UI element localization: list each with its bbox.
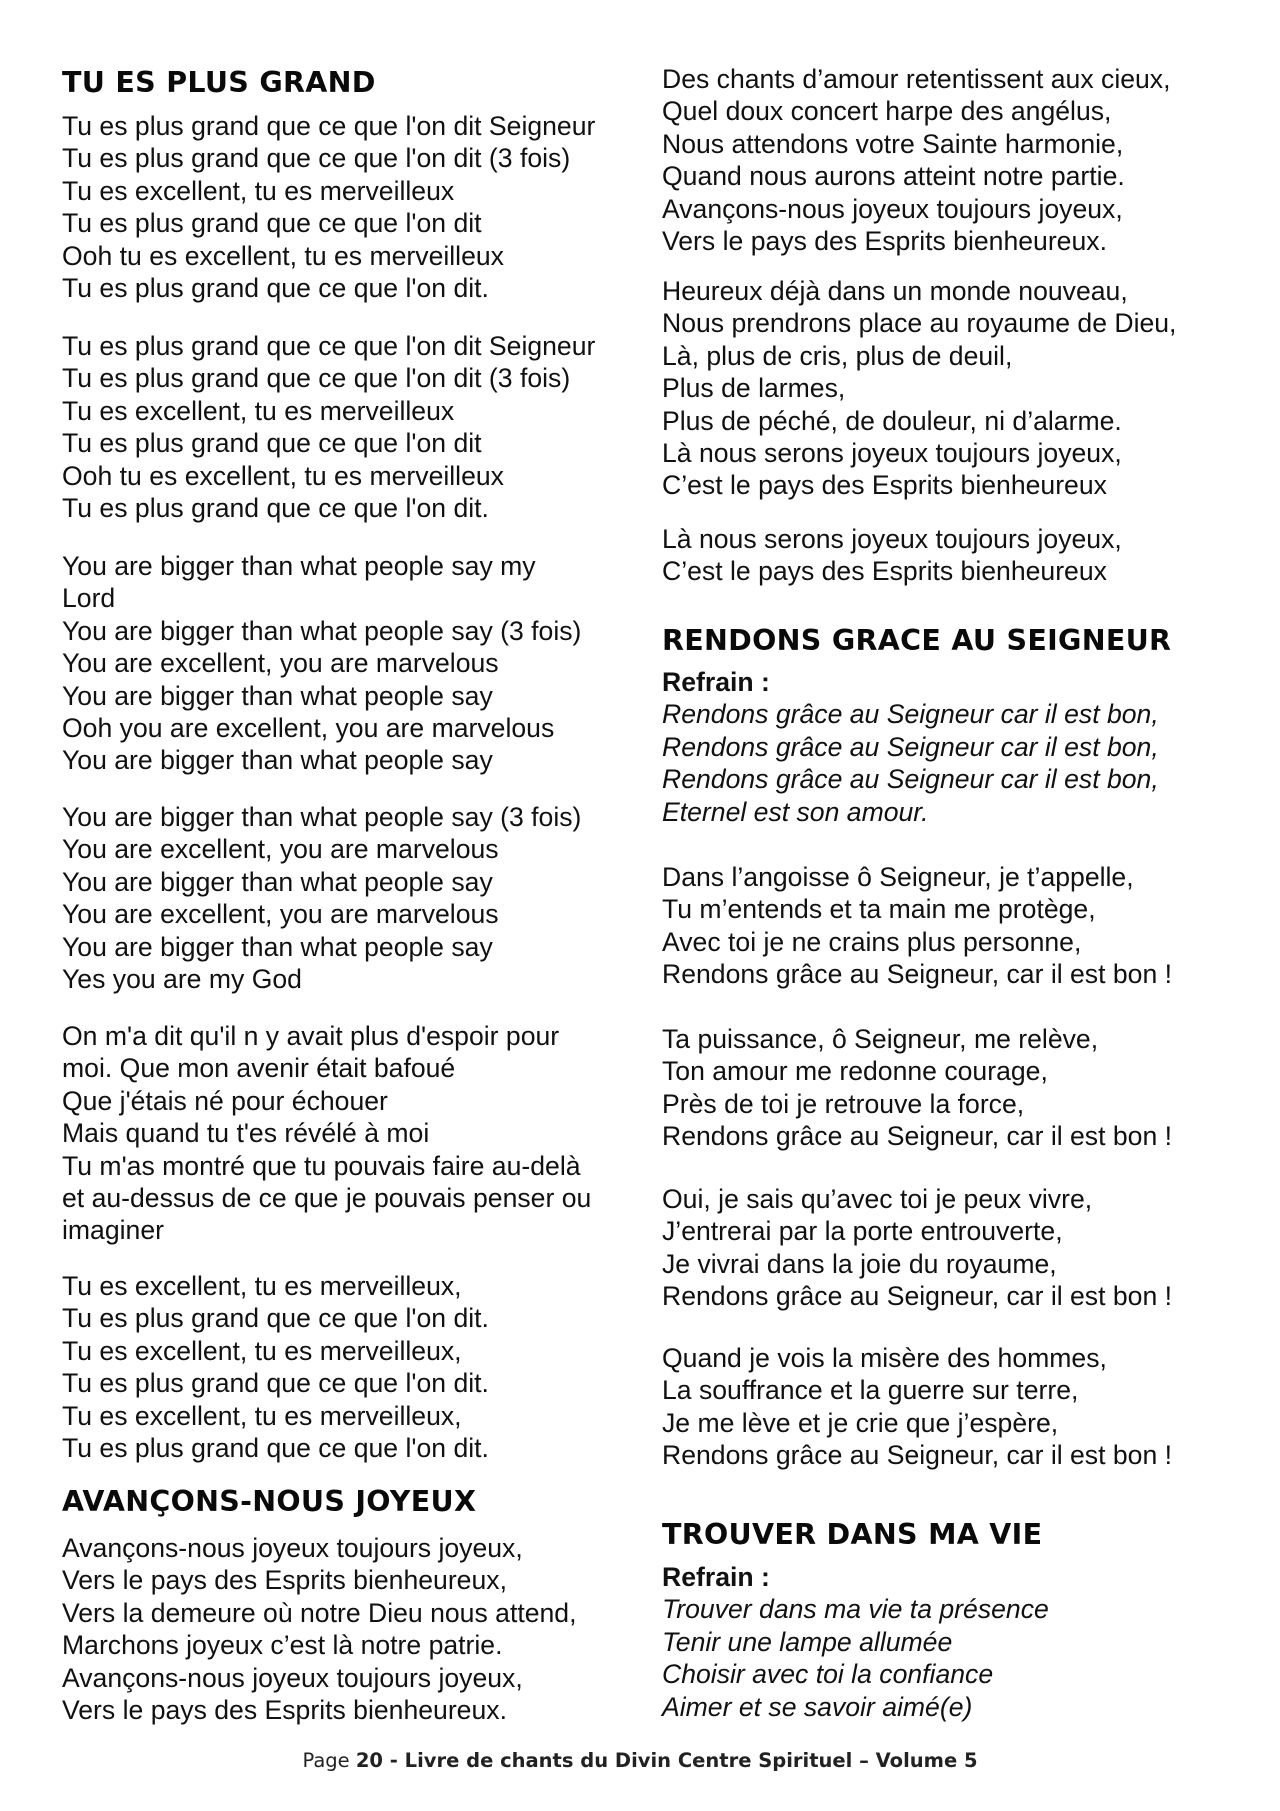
lyric-line: You are bigger than what people say bbox=[62, 745, 493, 776]
page-number: 20 bbox=[355, 1749, 383, 1772]
lyric-line: Tu es plus grand que ce que l'on dit. bbox=[62, 1433, 489, 1464]
refrain-line: Rendons grâce au Seigneur car il est bon, bbox=[662, 699, 1159, 730]
lyric-line: Près de toi je retrouve la force, bbox=[662, 1088, 1025, 1119]
lyric-line: Je me lève et je crie que j’espère, bbox=[662, 1407, 1059, 1438]
lyric-line: Heureux déjà dans un monde nouveau, bbox=[662, 276, 1128, 306]
song-title-tu-es-plus-grand: TU ES PLUS GRAND bbox=[62, 66, 376, 99]
lyric-line: Tu es plus grand que ce que l'on dit. bbox=[62, 273, 489, 304]
lyric-line: Rendons grâce au Seigneur, car il est bon ! bbox=[662, 1281, 1173, 1312]
lyric-line: Vers le pays des Esprits bienheureux, bbox=[62, 1565, 507, 1596]
page-footer bbox=[0, 1749, 1280, 1773]
song-title-rendons-grace: RENDONS GRACE AU SEIGNEUR bbox=[662, 624, 1172, 657]
stanza bbox=[62, 1270, 489, 1464]
lyric-line: Tu es plus grand que ce que l'on dit. bbox=[62, 1303, 489, 1334]
refrain-label: Refrain : bbox=[662, 667, 770, 697]
refrain-line: Rendons grâce au Seigneur car il est bon, bbox=[662, 731, 1159, 762]
stanza bbox=[62, 330, 595, 524]
lyric-line: Quand je vois la misère des hommes, bbox=[662, 1343, 1107, 1373]
refrain-line: Tenir une lampe allumée bbox=[662, 1626, 953, 1657]
lyric-line: Plus de péché, de douleur, ni d’alarme. bbox=[662, 405, 1122, 436]
lyric-line: Ooh tu es excellent, tu es merveilleux bbox=[62, 460, 504, 491]
lyric-line: You are bigger than what people say my bbox=[62, 551, 536, 581]
lyric-line: C’est le pays des Esprits bienheureux bbox=[662, 556, 1107, 587]
stanza bbox=[662, 1183, 1172, 1313]
lyric-line: You are excellent, you are marvelous bbox=[62, 834, 499, 865]
refrain bbox=[662, 1561, 1049, 1723]
lyric-line: Tu es plus grand que ce que l'on dit (3 fois) bbox=[62, 363, 571, 394]
lyric-line: Ooh tu es excellent, tu es merveilleux bbox=[62, 240, 504, 271]
footer-prefix: Page bbox=[302, 1749, 356, 1772]
refrain-line: Aimer et se savoir aimé(e) bbox=[662, 1691, 973, 1722]
lyric-line: Tu es excellent, tu es merveilleux, bbox=[62, 1335, 462, 1366]
lyric-line: Avançons-nous joyeux toujours joyeux, bbox=[62, 1533, 523, 1563]
lyric-line: Là nous serons joyeux toujours joyeux, bbox=[662, 438, 1122, 469]
lyric-line: Vers la demeure où notre Dieu nous attend, bbox=[62, 1597, 577, 1628]
lyric-line: Je vivrai dans la joie du royaume, bbox=[662, 1248, 1057, 1279]
lyric-line: Oui, je sais qu’avec toi je peux vivre, bbox=[662, 1184, 1093, 1214]
lyric-line: Tu es plus grand que ce que l'on dit bbox=[62, 428, 482, 459]
lyric-line: Tu es excellent, tu es merveilleux bbox=[62, 175, 455, 206]
lyric-line: Avançons-nous joyeux toujours joyeux, bbox=[662, 193, 1123, 224]
stanza bbox=[62, 1532, 576, 1726]
stanza bbox=[662, 63, 1171, 257]
lyric-line: et au-dessus de ce que je pouvais penser ou bbox=[62, 1183, 592, 1214]
lyric-line: Nous attendons votre Sainte harmonie, bbox=[662, 128, 1124, 159]
lyric-line: Vers le pays des Esprits bienheureux. bbox=[62, 1695, 507, 1726]
lyric-line: You are bigger than what people say (3 fois) bbox=[62, 615, 582, 646]
song-title-avancons-nous-joyeux: AVANÇONS-NOUS JOYEUX bbox=[62, 1485, 477, 1518]
lyric-line: Rendons grâce au Seigneur, car il est bon ! bbox=[662, 1440, 1173, 1471]
lyric-line: Dans l’angoisse ô Seigneur, je t’appelle, bbox=[662, 862, 1134, 892]
refrain-lines bbox=[662, 698, 1159, 828]
refrain-line: Choisir avec toi la confiance bbox=[662, 1659, 994, 1690]
lyric-line: Tu es plus grand que ce que l'on dit Seigneur bbox=[62, 331, 596, 361]
footer-title: - Livre de chants du Divin Centre Spirituel – Volume 5 bbox=[382, 1749, 978, 1772]
song-title-trouver-dans-ma-vie: TROUVER DANS MA VIE bbox=[662, 1518, 1043, 1551]
lyric-line: Tu es excellent, tu es merveilleux, bbox=[62, 1271, 462, 1301]
lyric-line: Tu es excellent, tu es merveilleux, bbox=[62, 1400, 462, 1431]
lyric-line: Là, plus de cris, plus de deuil, bbox=[662, 340, 1013, 371]
lyric-line: Ta puissance, ô Seigneur, me relève, bbox=[662, 1024, 1099, 1054]
refrain-line: Rendons grâce au Seigneur car il est bon, bbox=[662, 764, 1159, 795]
lyric-line: Ooh you are excellent, you are marvelous bbox=[62, 713, 555, 744]
lyric-line: Tu m'as montré que tu pouvais faire au-delà bbox=[62, 1150, 581, 1181]
lyric-line: Nous prendrons place au royaume de Dieu, bbox=[662, 308, 1177, 339]
lyric-line: Yes you are my God bbox=[62, 964, 302, 995]
lyric-line: Avec toi je ne crains plus personne, bbox=[662, 926, 1082, 957]
lyric-line: Tu m’entends et ta main me protège, bbox=[662, 894, 1096, 925]
stanza bbox=[662, 523, 1122, 588]
lyric-line: Lord bbox=[62, 583, 116, 614]
lyric-line: Mais quand tu t'es révélé à moi bbox=[62, 1118, 430, 1149]
lyric-line: Marchons joyeux c’est là notre patrie. bbox=[62, 1630, 503, 1661]
lyric-line: Quand nous aurons atteint notre partie. bbox=[662, 161, 1125, 192]
lyric-line: Tu es plus grand que ce que l'on dit. bbox=[62, 1368, 489, 1399]
lyric-line: Vers le pays des Esprits bienheureux. bbox=[662, 226, 1107, 257]
lyric-line: Rendons grâce au Seigneur, car il est bon ! bbox=[662, 1121, 1173, 1152]
lyric-line: Tu es plus grand que ce que l'on dit. bbox=[62, 493, 489, 524]
lyric-line: You are bigger than what people say (3 fois) bbox=[62, 802, 582, 832]
lyric-line: Plus de larmes, bbox=[662, 373, 846, 404]
stanza bbox=[62, 550, 581, 777]
lyric-line: Des chants d’amour retentissent aux cieux, bbox=[662, 64, 1171, 94]
refrain-line: Eternel est son amour. bbox=[662, 796, 929, 827]
lyric-line: Tu es plus grand que ce que l'on dit bbox=[62, 208, 482, 239]
stanza bbox=[62, 801, 581, 995]
lyric-line: Là nous serons joyeux toujours joyeux, bbox=[662, 524, 1122, 554]
lyric-line: imaginer bbox=[62, 1215, 164, 1246]
stanza bbox=[662, 275, 1176, 502]
lyric-line: You are bigger than what people say bbox=[62, 680, 493, 711]
lyric-line: Rendons grâce au Seigneur, car il est bon ! bbox=[662, 959, 1173, 990]
lyric-line: La souffrance et la guerre sur terre, bbox=[662, 1375, 1079, 1406]
lyric-line: Que j'étais né pour échouer bbox=[62, 1085, 388, 1116]
lyric-line: On m'a dit qu'il n y avait plus d'espoir pour bbox=[62, 1021, 560, 1051]
lyric-line: You are bigger than what people say bbox=[62, 931, 493, 962]
stanza bbox=[662, 861, 1172, 991]
lyric-line: Quel doux concert harpe des angélus, bbox=[662, 96, 1112, 127]
lyric-line: Tu es plus grand que ce que l'on dit (3 fois) bbox=[62, 143, 571, 174]
lyric-line: Tu es plus grand que ce que l'on dit Seigneur bbox=[62, 111, 596, 141]
lyric-line: You are excellent, you are marvelous bbox=[62, 648, 499, 679]
stanza bbox=[62, 110, 595, 304]
lyric-line: J’entrerai par la porte entrouverte, bbox=[662, 1216, 1063, 1247]
refrain-label: Refrain : bbox=[662, 1562, 770, 1592]
stanza bbox=[662, 1342, 1172, 1472]
lyric-line: Tu es excellent, tu es merveilleux bbox=[62, 395, 455, 426]
lyric-line: Ton amour me redonne courage, bbox=[662, 1056, 1048, 1087]
stanza bbox=[662, 1023, 1172, 1153]
lyric-line: moi. Que mon avenir était bafoué bbox=[62, 1053, 456, 1084]
stanza bbox=[62, 1020, 591, 1247]
lyric-line: C’est le pays des Esprits bienheureux bbox=[662, 470, 1107, 501]
refrain-line: Trouver dans ma vie ta présence bbox=[662, 1594, 1049, 1625]
lyric-line: Avançons-nous joyeux toujours joyeux, bbox=[62, 1662, 523, 1693]
refrain bbox=[662, 666, 1159, 828]
lyric-line: You are excellent, you are marvelous bbox=[62, 899, 499, 930]
lyric-line: You are bigger than what people say bbox=[62, 866, 493, 897]
refrain-lines bbox=[662, 1593, 1049, 1723]
